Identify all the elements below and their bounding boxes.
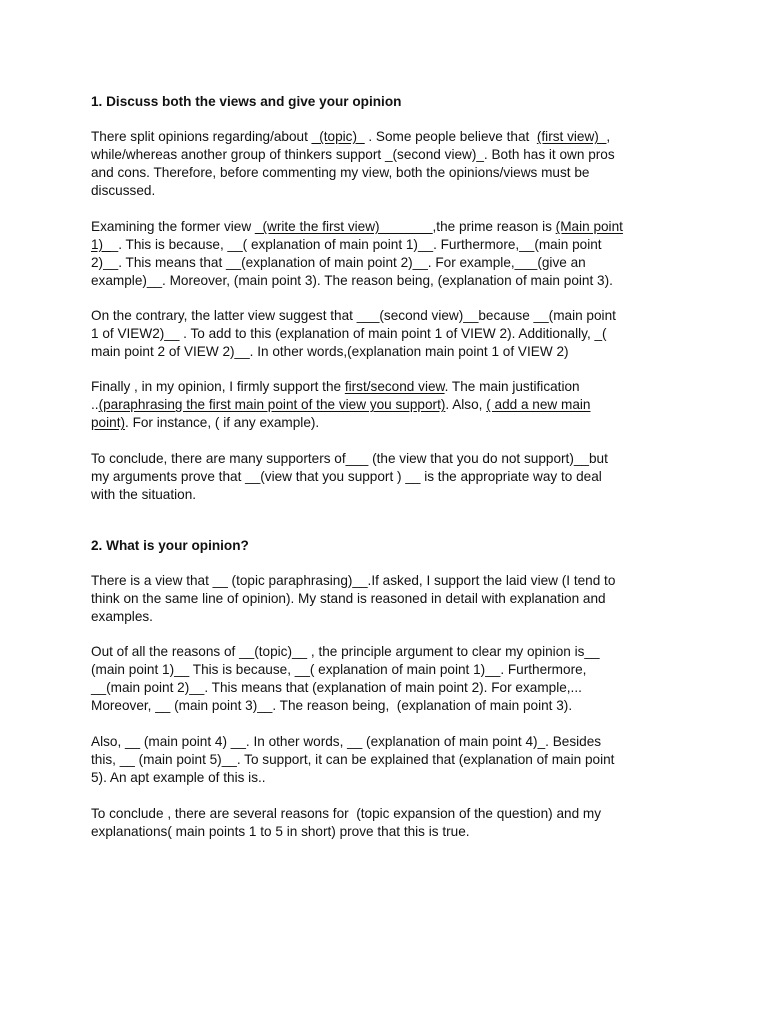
text-line: 2)__. This means that __(explanation of main point 2)__. For example,___(give an <box>91 255 586 271</box>
text-line: discussed. <box>91 183 156 199</box>
text-line: (main point 1)__ This is because, __( explanation of main point 1)__. Furthermore, <box>91 662 587 678</box>
first-view-blank: _(write the first view)_______ <box>254 219 433 234</box>
text-line: Examining the former view _(write the first view)_______,the prime reason is (Main point <box>91 219 623 234</box>
section-2-heading: 2. What is your opinion? <box>91 538 249 553</box>
section-1-paragraph-1 <box>91 128 691 200</box>
main-point-blank: 1)_ <box>91 237 111 253</box>
text-line: On the contrary, the latter view suggest that ___(second view)__because __(main point <box>91 308 616 323</box>
topic-blank: _(topic)_ <box>311 129 365 144</box>
view-choice-blank: first/second view <box>344 379 445 394</box>
paraphrase-blank: (paraphrasing the first main point of the view you support) <box>98 397 446 413</box>
text-line: my arguments prove that __(view that you support ) __ is the appropriate way to deal <box>91 469 602 485</box>
text-line: Moreover, __ (main point 3)__. The reason being, (explanation of main point 3). <box>91 698 573 714</box>
text-line: example)__. Moreover, (main point 3). The reason being, (explanation of main point 3). <box>91 273 613 289</box>
section-2-paragraph-4 <box>91 805 691 841</box>
text-line: 1)__. This is because, __( explanation of main point 1)__. Furthermore,__(main point <box>91 237 602 253</box>
text-line: To conclude, there are many supporters of___ (the view that you do not support)__but <box>91 451 608 466</box>
section-2-paragraph-3 <box>91 733 691 787</box>
text-line: point). For instance, ( if any example). <box>91 415 320 431</box>
text-line: To conclude , there are several reasons for (topic expansion of the question) and my <box>91 806 602 821</box>
text-line: __(main point 2)__. This means that (explanation of main point 2). For example,... <box>91 680 582 696</box>
new-main-point-blank: point) <box>91 415 126 431</box>
text-line: Out of all the reasons of __(topic)__ , the principle argument to clear my opinion is__ <box>91 644 600 659</box>
text-line: with the situation. <box>91 487 197 503</box>
text-line: ..(paraphrasing the first main point of the view you support). Also, ( add a new main <box>91 397 591 413</box>
section-1-paragraph-2 <box>91 218 691 290</box>
text-line: main point 2 of VIEW 2)__. In other words,(explanation main point 1 of VIEW 2) <box>91 344 569 360</box>
text-line: explanations( main points 1 to 5 in short) prove that this is true. <box>91 824 470 840</box>
text-line: There is a view that __ (topic paraphrasing)__.If asked, I support the laid view (I tend to <box>91 573 616 588</box>
section-1-heading: 1. Discuss both the views and give your opinion <box>91 94 402 109</box>
text-line: 1 of VIEW2)__ . To add to this (explanation of main point 1 of VIEW 2). Additionally, _( <box>91 326 607 342</box>
text-line: this, __ (main point 5)__. To support, it can be explained that (explanation of main point <box>91 752 615 768</box>
section-1-paragraph-4 <box>91 378 691 432</box>
text-line: while/whereas another group of thinkers support _(second view)_. Both has it own pros <box>91 147 615 163</box>
new-main-point-blank: ( add a new main <box>486 397 591 413</box>
text-line: think on the same line of opinion). My stand is reasoned in detail with explanation and <box>91 591 606 607</box>
section-1-paragraph-3 <box>91 307 691 361</box>
text-line: and cons. Therefore, before commenting my view, both the opinions/views must be <box>91 165 590 181</box>
text-line: examples. <box>91 609 153 625</box>
section-2-paragraph-1 <box>91 572 691 626</box>
text-line: Also, __ (main point 4) __. In other words, __ (explanation of main point 4)_. Besides <box>91 734 602 749</box>
section-2-paragraph-2 <box>91 643 691 715</box>
text-line: There split opinions regarding/about _(topic)_ . Some people believe that (first view)_, <box>91 129 611 144</box>
text-line: 5). An apt example of this is.. <box>91 770 266 786</box>
main-point-blank: (Main point <box>555 219 623 234</box>
text-line: Finally , in my opinion, I firmly support the first/second view. The main justification <box>91 379 580 394</box>
first-view-blank: (first view)_ <box>536 129 607 144</box>
section-1-paragraph-5 <box>91 450 691 504</box>
